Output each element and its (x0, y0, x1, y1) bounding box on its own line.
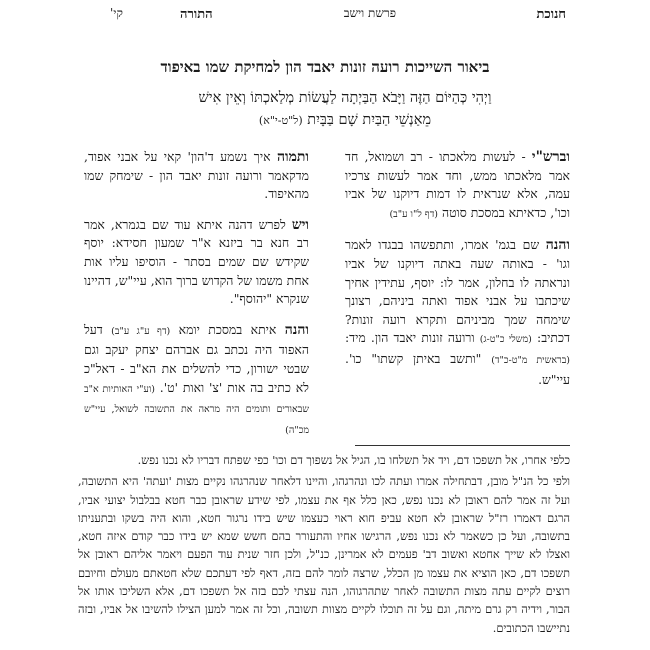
paragraph-lead-word: ותמוה (276, 149, 309, 165)
footnote-separator (355, 445, 570, 446)
header-book-title: חנוכת (536, 7, 566, 22)
paragraph-lead-word: וברש"י (531, 149, 570, 165)
running-header (110, 6, 566, 30)
right-paragraph-1 (345, 148, 570, 224)
paragraph-text: "ותשב באיתן קשתו" כו'. עיי"ש. (345, 350, 570, 387)
header-parsha: פרשת וישב (343, 6, 396, 20)
paragraph-lead-word: והנה (284, 321, 309, 338)
source-citation: (משלי כ"ט-ג) (479, 334, 532, 346)
paragraph-lead-word: ויש (291, 216, 309, 233)
left-paragraph-1 (84, 148, 309, 204)
verse-block (120, 87, 570, 132)
footnotes-block (78, 452, 570, 641)
source-citation: (וע"י האותיות א"ב שבאורים ותומים היה מראה את התשובה לשואל, עיי"ש מכ"ה) (84, 383, 309, 436)
page-number: קי' (110, 6, 123, 20)
footnote-paragraph-2: ולפי כל הנ"ל מובן, דבתחילה אמרו ועתה לכו ונהרגהו, והיינו דלאחר שנהרגהו נקיים מצות 'ועתה' היא התשובה, ועל זה אמר להם ראובן לא נכנו נפש, כאן כלל אף את עצמו, לפי שידע שראובן כבר חטא בבלבול יצועי אביו, הרגם דאמרו רז"ל שראובן לא חטא עביפ חוא ראוי כעצמו שיש בידו נרגור חטא, והוא היה בשקו ובתעניתו בתשובה, ועל כן כשאמר לא נכנו נפש, הרגישו אחיו והתעורר בהם חשש שמא יש בידו כבר קודם איזה חטא, ואצלו לא שייך אחטא ואשוב דב' פעמים לא אמרינן, כנ"ל, ולכן חזר שנית עוד הפעם ויאמר אליהם ראובן אל תשפכו דם, כאן הוציא את עצמו מן הכלל, שרצה לומר להם בזה, דאף לפי דעתכם שלא חטאתם מעולם וחיובם רוצים לקיים עתה מצות התשובה לאחר שתהרגוהו, הנה עצתי לכם בזה אל תשפכו דם, אלא השליכו אותו אל הבור, וידיה רק גרם מיתה, וגם על זה תוכלו לקיים מצוות תשובה, וכל זה אמר למען הצילו להשיבו אל אביו, ובזה נתיישבו הכתובים. (78, 475, 570, 635)
left-paragraph-3 (84, 321, 309, 441)
paragraph-text: דעל האפוד היה נכתב גם אברהם יצחק יעקב וגם שבטי ישורון, כדי להשלים את הא"ב - דאל"כ לא כתיב בה אות 'צ' ואות 'ט'. (84, 321, 309, 395)
paragraph-text: איתא במסכת יומא (178, 321, 285, 337)
right-paragraph-2 (345, 236, 570, 389)
section-heading: ביאור השייכות רועה זונות יאבד הון למחיקת שמו באיפוד (160, 58, 490, 76)
verse-reference: (ל"ט-י"א) (258, 114, 303, 127)
header-section-title: התורה (180, 7, 213, 22)
verse-line-1: וַיְהִי כְּהַיּוֹם הַזֶּה וַיָּבֹא הַבַּיְתָה לַעֲשׂוֹת מְלַאכְתּוֹ וְאֵין אִישׁ (198, 90, 492, 106)
verse-line-2-text: מֵאַנְשֵׁי הַבַּיִת שָׁם בַּבָּיִת (307, 112, 432, 128)
paragraph-lead-word: והנה (545, 237, 570, 254)
left-column (84, 148, 309, 452)
paragraph-text: איך נשמע ד'הון' קאי על אבני אפוד, מדקאמר ורועה זונות יאבד הון - שימחק שמו מהאיפוד. (84, 149, 309, 202)
source-citation: (בראשית מ"ט-כ"ד) (491, 354, 570, 366)
paragraph-text: - לעשות מלאכתו - רב ושמואל, חד אמר מלאכתו ממש, וחד אמר לעשות צרכיו עמה, אלא שנראית לו דמות דיוקנו של אביו וכו', כדאיתא במסכת סוטה (345, 149, 570, 220)
paragraph-text: ורועה זונות יאבד הון. מיד: (345, 330, 480, 346)
source-citation: (דף ע"ג ע"ב) (111, 325, 171, 337)
right-column (345, 148, 570, 401)
paragraph-text: לפרש דהנה איתא עוד שם בגמרא, אמר רב חנא בר ביזנא א"ר שמעון חסידא: יוסף שקידש שם שמים בסתר - הוסיפו עליו אות אחת משמו של הקדוש ברוך הוא, עיי"ש, דהיינו שנקרא "יהוסף". (84, 216, 309, 307)
verse-line-2 (120, 109, 570, 132)
footnote-paragraph-1: כלפי אחרו, אל תשפכו דם, ויד אל תשלחו בו, הגיל אל נשפוך דם וכו' כפי שפתח דבריו לא נכנו נפש. (137, 454, 570, 467)
source-citation: (דף ל"ו ע"ב) (389, 208, 438, 220)
paragraph-text: שם בגמ' אמרו, ותתפשהו בבגדו לאמר וגו' - באותה שעה באתה דיוקנו של אביו ונראתה לו בחלון, אמר לו: יוסף, עתידין אחיך שיכתבו על אבני אפוד ואתה ביניהם, רצונך שימחה שמך מביניהם ותקרא רועה זונות? דכתיב: (345, 237, 570, 346)
left-paragraph-2 (84, 216, 309, 309)
